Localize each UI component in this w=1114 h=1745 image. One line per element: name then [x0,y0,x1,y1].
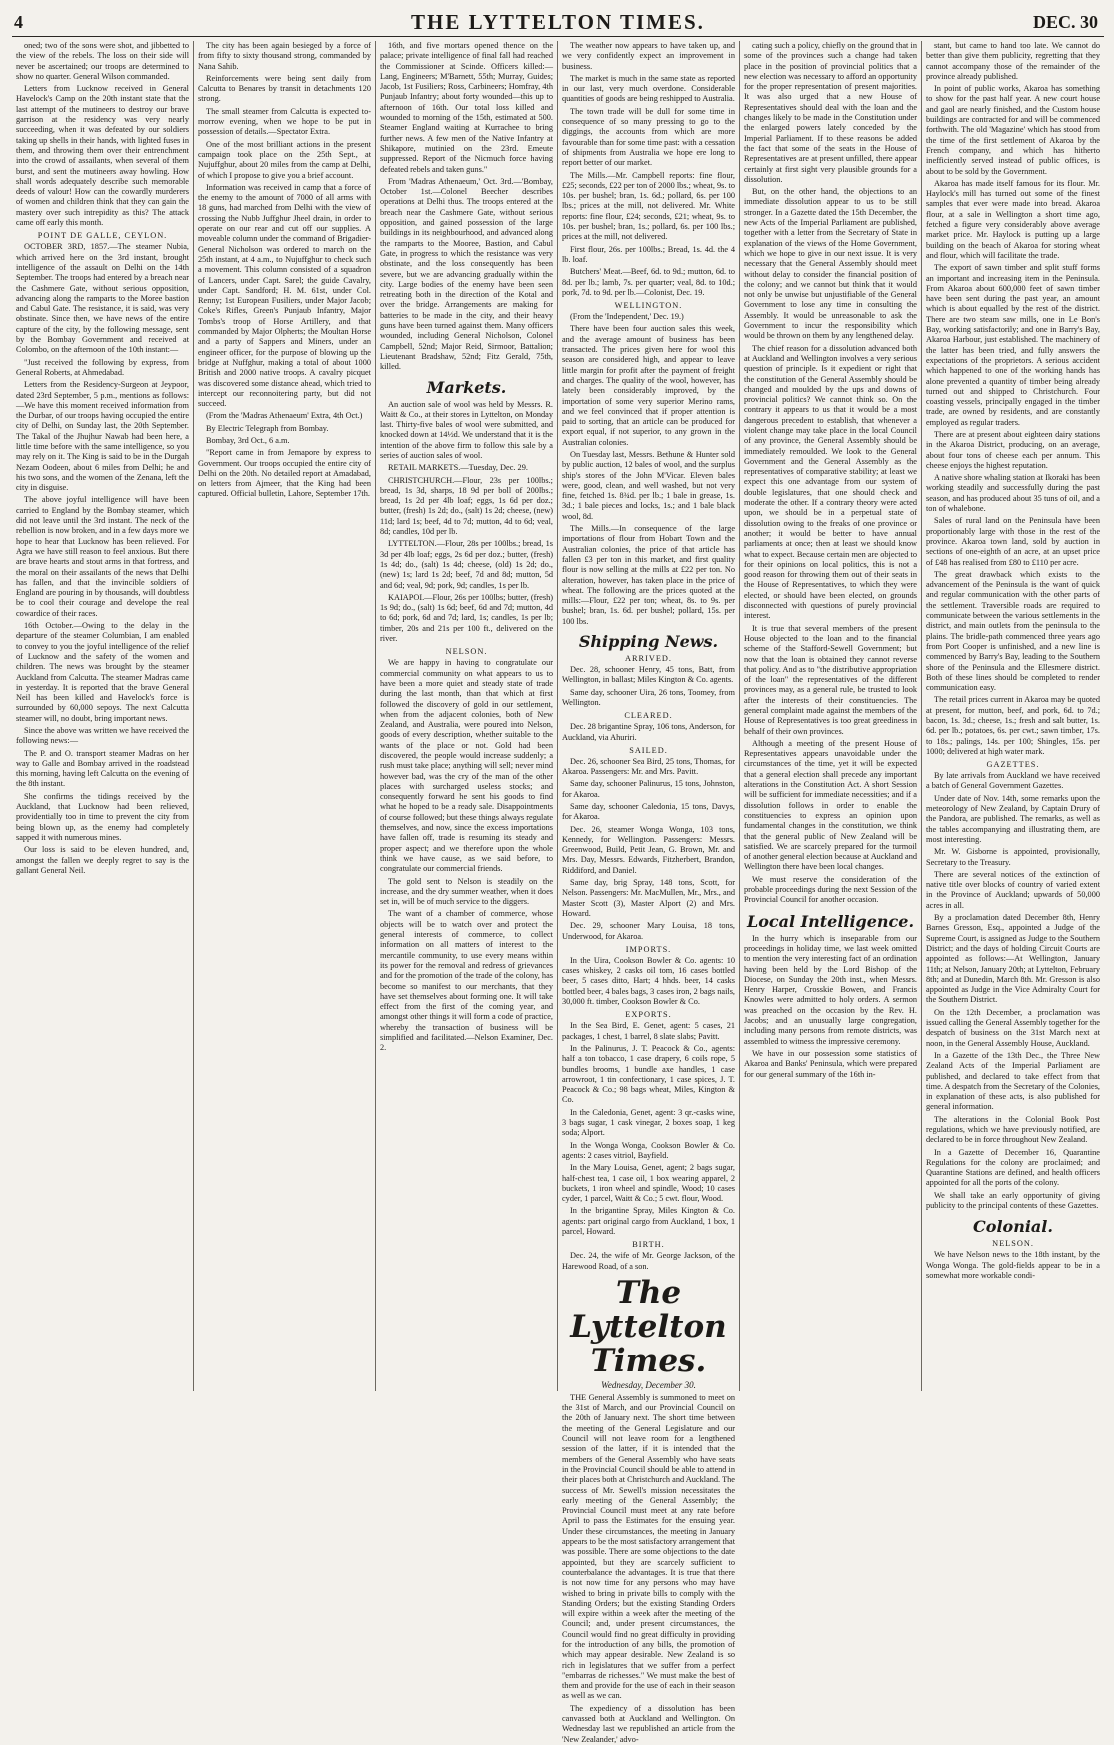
paragraph: We have in our possession some statistics of Akaroa and Banks' Peninsula, which were prepared for our general summary of the 16th in- [744,1048,917,1079]
paragraph: Although a meeting of the present House of Representatives appears unavoidable under the circumstances of the time, yet it will be expected that a general election shall precede any important alterations in the Constitution Act. A short Session will be sufficient for immediate necessities; and if a dissolution follows in order to enable the constituencies to express an opinion upon fundamental changes in the constitution, we think that the general public of New Zealand will be satisfied. We are scarcely prepared for the turmoil of another general election because at Auckland and Wellington there have been local changes. [744,738,918,872]
paragraph: Same day, schooner Palinurus, 15 tons, Johnston, for Akaroa. [562,779,735,799]
column-1 [12,41,194,1391]
paragraph: We are happy in having to congratulate our commercial community on what appears to us to have been a more quiet and steady state of trade during the last month, than that which at first followed the discovery of gold in our settlement, when from the adjacent colonies, both of New Zealand, and Australia, were poured into Nelson, goods of every description, whether suitable to the wants of the place or not. Gold had been discovered, the people would increase suddenly; a rush must take place; anything will sell; never mind however bad, was the cry of the man of the other places with surcharged useless stocks; and consequently forward he sent his goods to find what he hoped to be a ready sale. Disappointments of course followed; but these things always regulate themselves, and now, since the excess importations have fallen off, trade is resuming its steady and proper aspect; and we therefore upon the whole think we have cause, as we said before, to congratulate our commercial friends. [380,658,553,874]
paragraph: The weather now appears to have taken up, and we very confidently expect an improvement in business. [562,41,735,71]
shipping-heading: Shipping News. [578,632,719,652]
paragraph: The above joyful intelligence will have been carried to England by the Bombay steamer, which did not leave until the 3rd instant. The neck of the rebellion is now broken, and in a few days more we hope to hear that Lucknow has been relieved. For Agra we have still reason to feel anxious. But there are brave hearts and stout arms in that fortress, and the moral on their assailants of the news that Delhi has fallen, and that the invincible soldiers of England are pouring in by thousands, will doubtless be to cool their courage and develope the real cowardice of their races. [16,495,189,618]
paragraph: THE General Assembly is summoned to meet on the 31st of March, and our Provincial Council on the 20th of January next. The short time between the meeting of the General Legislature and our Council will not leave room for a lengthened session of the latter, if it is intended that the members of the General Assembly who have seats in the Provincial Council should be able to attend in their places both at Christchurch and Auckland. The success of Mr. Sewell's mission necessitates the early meeting of the General Assembly; the Provincial Council must meet at any rate before April to pass the Estimates for the ensuing year. Under these circumstances, the meeting in January appears to be the most satisfactory arrangement that was possible. There are some objections to the date appointed, but they are scarcely sufficient to counterbalance the advantages. It is true that there is not now time for any persons who may have wished to bring in private bills to comply with the Standing Orders; but the existing Standing Orders will expire within a week after the meeting of the Council; and, under present circumstances, the Council would find no great difficulty in providing for the introduction of any bills, the promotion of which may appear desirable. New Zealand is so rich in legislatures that we suffer from a perfect "embarras de richesses." We must make the best of them and provide for the use of each in their season as well as we can. [562,1392,735,1701]
paragraph: The great drawback which exists to the advancement of the Peninsula is the want of quick and regular communication with the other parts of the settlement. Traversible roads are required to communicate between the various settlements in the district, and main outlets from the peninsula to the plains. The bridle-path commenced three years ago from Port Cooper is unfinished, and a new line is commenced by Barry's Bay, leading to the Southern shore of the Peninsula and the Ellesmere district. Both of these lines should be completed to render communication easy. [926,569,1100,693]
paragraph: It is true that several members of the present House objected to the loan and to the financial scheme of the Stafford-Sewell Government; but now that the loan is obtained they cannot reverse that policy. And as to "the distributive appropriation of the loan" the representatives of the different provinces may, as a general rule, be trusted to look after the interests of their constituencies. The general complaint made against the members of the House of Representatives is too great greediness in behalf of their own provinces. [744,623,917,736]
paragraph: Same day, schooner Caledonia, 15 tons, Davys, for Akaroa. [562,802,735,822]
paragraph: Since the above was written we have received the following news:— [16,726,189,746]
paragraph: In the Sea Bird, E. Genet, agent: 5 cases, 21 packages, 1 chest, 1 barrel, 8 slate slabs; Pavitt. [562,1021,735,1041]
paragraph: Letters from Lucknow received in General Havelock's Camp on the 20th instant state that the last attempt of the mutineers to destroy our brave garrison at the residency was very nearly succeeding, when it was defeated by our soldiers taking up shells in their hands, with lighted fuses in them, and throwing them over their entrenchment into the crowd of assailants, when several of them burst, and sent the mutineers away howling. How shall words adequately describe such memorable deeds of valour! How can the cowardly murderers of women and children think that they can gain the mastery over such intrepidity as this? The attack came off early this month. [16,84,189,228]
paragraph: The P. and O. transport steamer Madras on her way to Galle and Bombay arrived in the roadstead this morning, having left Calcutta on the evening of the 8th instant. [16,748,189,789]
paragraph: 16th October.—Owing to the delay in the departure of the steamer Columbian, I am enabled to convey to you the joyful intelligence of the relief of Lucknow and the safety of the women and children. The news was brought by the steamer Auckland from Calcutta. The steamer Madras came in yesterday. It is reported that the brave General Neil has been killed and Havelock's force is surrounded by 60,000 sepoys. The next Calcutta steamer will, no doubt, bring important news. [16,621,189,723]
birth-heading: BIRTH. [632,1240,665,1250]
paragraph: Same day, schooner Uira, 26 tons, Toomey, from Wellington. [562,687,735,707]
paragraph: Information was received in camp that a force of the enemy to the amount of 7000 of all arms with 18 guns, had marched from Delhi with the view of crossing the Nubb Juffghur Jheel drain, in order to operate on our rear and cut off our supplies. A moveable column under the command of Brigadier-General Nicholson was ordered to march on the 25th instant, at 4 a.m., to Nujuffghur to check such a movement. This column consisted of a squadron of Lancers, under Capt. Sarel; the guide Cavalry, under Capt. Sandford; H. M. 61st, under Col. Renny; 1st European Fusiliers, under Major Jacob; Coke's Rifles, Green's Punjaub Infantry, Major Tombs's troop of Horse Artillery, and that commanded by Major Olpherts; the Moultan Horse and a party of Sappers and Miners, under an engineer officer, for the purpose of blowing up the bridge at Nuffghur, making a total of about 1000 British and 2000 native troops. A cavalry picquet was discovered some distance ahead, which tried to intercept our reconnoitering party, but did not succeed. [198,182,371,409]
markets-heading: Markets. [426,377,507,397]
masthead [12,8,1104,37]
paragraph: oned; two of the sons were shot, and jibbetted to the view of the rebels. The loss on their side will never be ascertained; our troops are determined to show no quarter. General Wilson commanded. [16,41,189,81]
paragraph: In a Gazette of the 13th Dec., the Three New Zealand Acts of the Imperial Parliament are published, and declared to take effect from that time. A despatch from the Secretary of the Colonies, in explanation of these acts, is also published for general information. [926,1050,1100,1112]
paragraph: By late arrivals from Auckland we have received a batch of General Government Gazettes. [926,771,1100,791]
shipping-subheading: IMPORTS. [625,944,672,954]
paragraph: Dec. 28, schooner Henry, 45 tons, Batt, from Wellington, in ballast; Miles Kington & Co. agents. [562,665,735,685]
editorial-date: Wednesday, December 30. [601,1379,696,1390]
paragraph: "Just received the following by express, from General Roberts, at Ahmedabad. [16,357,189,377]
paragraph: The city has been again besieged by a force of from fifty to sixty thousand strong, commanded by Nana Sahib. [198,41,371,71]
paragraph: In the Mary Louisa, Genet, agent; 2 bags sugar, half-chest tea, 1 case oil, 1 box wearing apparel, 2 buckets, 1 iron wheel and spindle, Wood; 10 cases cyder, 1 parcel, Waitt & Co.; 5 cwt. flour, Wood. [562,1163,735,1204]
birth-notice: Dec. 24, the wife of Mr. George Jackson, of the Harewood Road, of a son. [562,1251,735,1271]
paragraph: RETAIL MARKETS.—Tuesday, Dec. 29. [388,463,528,473]
paragraph: The gold sent to Nelson is steadily on the increase, and the dry summer weather, when it does set in, will be of much service to the diggers. [380,876,553,907]
column-5 [740,41,922,1391]
paragraph: stant, but came to hand too late. We cannot do better than give them publicity, regretting that they cannot accompany those of the remainder of the province already published. [926,41,1100,81]
shipping-subheading: ARRIVED. [625,654,672,664]
nelson-news-heading: NELSON. [992,1239,1034,1249]
shipping-subheading: SAILED. [629,745,668,755]
paragraph: Dec. 28 brigantine Spray, 106 tons, Anderson, for Auckland, via Ahuriri. [562,722,735,742]
paragraph: The export of sawn timber and split stuff forms an important and increasing item in the Peninsula. From Akaroa about 600,000 feet of sawn timber have been sent during the past year, an amount which is about equalled by the rest of the district. There are two steam saw mills, one in Le Bon's Bay, working satisfactorily; and one in Barry's Bay, Akaroa Harbour, just established. The machinery of the latter has been tried, and fully answers the expectations of the proprietors. A serious accident which happened to one of the working hands has alone prevented a quantity of timber being already turned out and shipped to Christchurch. Four coasting vessels, principally engaged in the timber trade, are owned by residents, and are constantly employed as regular traders. [926,263,1100,427]
paragraph: Dec. 29, schooner Mary Louisa, 18 tons, Underwood, for Akaroa. [562,921,735,941]
page-number: 4 [14,12,23,32]
gazettes-heading: GAZETTES. [986,760,1040,770]
paragraph: On the 12th December, a proclamation was issued calling the General Assembly together for the despatch of business on the 31st March next at noon, in the General Assembly House, Auckland. [926,1007,1100,1048]
newspaper-title: THE LYTTELTON TIMES. [411,10,705,34]
paragraph: The retail prices current in Akaroa may be quoted at present, for mutton, beef, and pork, 6d. to 7d.; bacon, 1s. 3d.; cheese, 1s.; fresh and salt butter, 1s. 6d. per lb.; potatoes, 6s. per cwt.; sawn timber, 17s. to 18s.; palings, 14s. per 100; Shingles, 15s. per 1000; delivered at high water mark. [926,695,1100,756]
paragraph: Dec. 26, schooner Sea Bird, 25 tons, Thomas, for Akaroa. Passengers: Mr. and Mrs. Pavitt. [562,756,735,777]
paragraph: The Mills.—Mr. Campbell reports: fine flour, £25; seconds, £22 per ton of 2000 lbs.; wheat, 9s. to 10s. per bushel; bran, 1s. 6d.; pollard, 6s. per 100 lbs.; prices at the mill, not delivered. Mr. White reports: fine flour, £24; seconds, £21; wheat, 9s. to 10s. per bushel; bran, 1s.; pollard, 6s. per 100 lbs.; prices at the mill, not delivered. [562,170,735,242]
paragraph: From 'Madras Athenaeum,' Oct. 3rd.—'Bombay, October 1st.—Colonel Beecher describes operations at Delhi thus. The troops entered at the breach near the Cashmere Gate, without serious opposition, and gained possession of the large buildings in its neighbourhood, and advanced along the ramparts to the Mooree, Bastion, and Cabul Gate, in progress to which the resistance was very obstinate, and the loss consequently has been severe, but we are advancing gradually within the city. Large bodies of the enemy have been seen retreating both in the direction of the Kotal and over the bridge. Arrangements are making for batteries to be made in the city, and their heavy guns have been turned against them. Many officers wounded, including General Nicholson, Colonel Campbell, 52nd; Major Reid, Sirmoor, Battalion; Lieutenant Bradshaw, 52nd; Fitz Gerald, 75th, killed. [380,176,553,372]
paragraph: A native shore whaling station at Ikoraki has been working steadily and successfully during the past season, and has produced about 35 tuns of oil, and a ton of whalebone. [926,473,1100,514]
paragraph: In a Gazette of December 16, Quarantine Regulations for the colony are proclaimed; and Quarantine Stations are defined, and health officers appointed for all the ports of the colony. [926,1147,1100,1188]
paragraph: Bombay, 3rd Oct., 6 a.m. [206,435,290,445]
paragraph: There are at present about eighteen dairy stations in the Akaroa District, producing, on an average, about four tons of cheese each per annum. This cheese enjoys the highest reputation. [926,429,1100,470]
paragraph: An auction sale of wool was held by Messrs. R. Waitt & Co., at their stores in Lyttelton, on Monday last. Thirty-five bales of wool were submitted, and knocked down at 14½d. We understand that it is the intention of the above firm to follow this sale by a series of auction sales of wool. [380,399,553,460]
paragraph: "Report came in from Jemapore by express to Government. Our troops occupied the entire city of Delhi on the 20th. No detailed report at Amadabad, on letters from Ajmeer, that the King had been captured. Official bulletin, Lahore, September 17th. [198,448,371,499]
paragraph: The expediency of a dissolution has been canvassed both at Auckland and Wellington. On Wednesday last we republished an article from the 'New Zealander,' advo- [562,1703,735,1744]
paragraph: Akaroa has made itself famous for its flour. Mr. Haylock's mill has turned out some of the finest samples that ever were made into bread. Akaroa flour, at a sale in Wellington a short time ago, fetched a figure very considerably above average market price. Mr. Haylock is putting up a large building on the beach of Akaroa for storing wheat and flour, which will facilitate the trade. [926,178,1100,260]
paragraph: Our loss is said to be eleven hundred, and, amongst the fallen we deeply regret to say is the gallant General Neil. [16,845,189,875]
paragraph: In the hurry which is inseparable from our proceedings in holiday time, we last week omitted to mention the very interesting fact of an ordination having been held by the Lord Bishop of the Diocese, on Sunday the 20th inst., when Messrs. Henry Harper, Crosskie Bowen, and Francis Knowles were admitted to holy orders. A sermon was preached on the occasion by the Rev. H. Jacobs; and an unusually large congregation, including many persons from remote districts, was assembled to witness the impressive ceremony. [744,933,917,1046]
paragraph: On Tuesday last, Messrs. Bethune & Hunter sold by public auction, 12 bales of wool, and the surplus ship's stores of the John M'Vicar. Eleven bales were, good, clean, and well washed, but not very fine, fetched 1s. 8¾d. per lb.; 1 bale in grease, 1s. 3d.; 1 bale pieces and locks, 1s.; and 1 bale black wool, 8d. [562,449,735,521]
paragraph: The chief reason for a dissolution advanced both at Auckland and Wellington involves a very serious question of principle. Is it expedient or right that the constitution of the General Assembly should be changed and moulded by the ups and downs of provincial politics? We cannot think so. On the contrary it appears to us that it would be a most dangerous precedent to establish, that whenever a violent change may take place in the local Council of any province, the General Assembly should be immediately remoulded. We look to the General Government and the General Assembly as the representatives of comparative stability; at least we expect this one advantage from our system of double legislatures, that one should check and moderate the other. If a contrary theory were acted upon, we should be in a perpetual state of dissolution owing to the freaks of one province or another; it would be better to have annual parliaments at once; then at least we should know what to expect. Because certain men are objected to for their opinions on local politics, this is not a good reason for throwing them out of their seats in the House of Representatives, to which they were elected, or should have been elected, on grounds disconnected with questions of purely provincial interest. [744,343,917,621]
paragraph: By a proclamation dated December 8th, Henry Barnes Gresson, Esq., appointed a Judge of the Supreme Court, is assigned as Judge to the Southern District; and the days of holding Circuit Courts are appointed as follows:—At Wellington, January 11th; at Nelson, January 20th; at Lyttelton, February 8th; and at Dunedin, March 8th. Mr. Gresson is also appointed as Judge in the Vice Admiralty Court for the Southern District. [926,913,1100,1005]
paragraph: 16th, and five mortars opened thence on the palace; private intelligence of final fall had reached the Commissioner at Scinde. Officers killed:—Lang, Engineers; M'Barnett, 55th; Murray, Guides; Jacob, 1st Fusiliers; Ross, Carbineers; Homfray, 4th Punjaub Infantry; about forty wounded—this up to afternoon of 16th. Our total loss killed and wounded to morning of the 15th, estimated at 500. Steamer England waiting at Kurrachee to bring further news. A few men of the Native Infantry at Shikapore, mutinied on the 23rd. Emeute suppressed. Report of the Nicmuch force having defeated rebels and taken guns." [380,41,553,174]
paragraph: The alterations in the Colonial Book Post regulations, which we have previously notified, are declared to be in force throughout New Zealand. [926,1114,1100,1145]
paragraph: In the brigantine Spray, Miles Kington & Co. agents: part original cargo from Auckland, 1 box, 1 parcel, Howard. [562,1206,735,1236]
paragraph: The town trade will be dull for some time in consequence of so many pressing to go to the diggings, the accounts from which are more favourable than for some time past: with a cessation of shipments from Australia we hope ere long to report better of our market. [562,106,735,168]
paragraph: CHRISTCHURCH.—Flour, 23s per 100lbs.; bread, 1s 3d, sharps, 18 9d per boll of 200lbs.; bread, 1s 2d per 4lb loaf; eggs, 1s 6d per doz.; butter, (fresh) 1s 2d; do., (salt) 1s 2d; cheese, (new) 11d; lard 1s; beef, 4d to 7d; mutton, 4d to 6d; veal, 8d; candles, 10d per lb. [380,475,553,537]
column-6 [922,41,1104,1391]
column-3 [376,41,558,1391]
section-heading: POINT DE GALLE, CEYLON. [37,231,168,241]
paragraph: We must reserve the consideration of the probable proceedings during the next Session of the Provincial Council for another occasion. [744,874,917,905]
column-2 [194,41,376,1391]
paragraph: OCTOBER 3RD, 1857.—The steamer Nubia, which arrived here on the 3rd instant, brought intelligence of the assault on Delhi on the 14th September. The troops had entered by a breach near the Cashmere Gate, without serious opposition, advancing along the ramparts to the Moree bastion and Cabul Gate. The resistance, it is said, was very obstinate. Since then, we have news of the entire capture of the city, by the following message, sent by the Bombay Government and received at Colombo, on the afternoon of the 10th instant:— [16,242,189,355]
paragraph: Under date of Nov. 14th, some remarks upon the meteorology of New Zealand, by Captain Drury of the Pandora, are published. The remarks, as well as the tables accompanying and illustrating them, are most interesting. [926,793,1100,844]
paragraph: We shall take an early opportunity of giving publicity to the principal contents of these Gazettes. [926,1190,1100,1211]
paragraph: There are several notices of the extinction of native title over blocks of country of varied extent in the Province of Auckland; upwards of 50,000 acres in all. [926,869,1100,910]
paragraph: By Electric Telegraph from Bombay. [206,423,329,433]
paragraph: We have Nelson news to the 18th instant, by the Wonga Wonga. The gold-fields appear to be in a somewhat more workable condi- [926,1250,1100,1280]
paragraph: Letters from the Residency-Surgeon at Jeypoor, dated 23rd September, 5 p.m., mentions as follows:—We have this moment received information from the Durbar, of our troops having occupied the entire city of Delhi, on Sunday last, the 20th September. The Takal of the Jhujhur Nawab had been here, a little time before with the same intelligence, so you may rely on it. The King is said to be in the Durgah Nezam Oodeen, about 6 miles from Delhi; he and his two sons, and the women of the Zenana, left the city in disguise. [16,380,189,493]
paragraph: Sales of rural land on the Peninsula have been proportionably large with those in the rest of the province. Akaroa town land, sold by auction in sections of one-eighth of an acre, at an upset price of £48 has realised from £80 to £110 per acre. [926,516,1100,567]
paragraph: In the Wonga Wonga, Cookson Bowler & Co. agents: 2 cases vitriol, Bayfield. [562,1140,735,1160]
issue-date: DEC. 30 [1032,12,1098,32]
shipping-subheading: CLEARED. [624,711,673,721]
paragraph: The small steamer from Calcutta is expected to-morrow evening, when we hope to be put in possession of details.—Spectator Extra. [198,106,371,137]
local-intelligence-heading: Local Intelligence. [746,911,915,931]
paragraph: KAIAPOI.—Flour, 26s per 100lbs; butter, (fresh) 1s 9d; do., (salt) 1s 6d; beef, 6d and 7d; mutton, 4d to 6d; pork, 6d and 7d; lard, 1s; candles, 1s per lb; timber, 20s and 21s per 100 ft., delivered on the river. [380,592,553,644]
paragraph: In the Uira, Cookson Bowler & Co. agents: 10 cases whiskey, 2 casks oil tom, 16 cases bottled beer, 5 cases ditto, Hart; 4 hhds. beer, 14 casks bottled beer, 4 bales bags, 3 cases iron, 2 bags nails, 30,000 ft. timber, Cookson Bowler & Co. [562,955,735,1007]
paragraph: Butchers' Meat.—Beef, 6d. to 9d.; mutton, 6d. to 8d. per lb.; lamb, 7s. per quarter; veal, 8d. to 10d.; pork, 7d. to 9d. per lb.—Colonist, Dec. 19. [562,267,735,297]
paragraph: Mr. W. Gisborne is appointed, provisionally, Secretary to the Treasury. [926,847,1100,867]
paragraph: In point of public works, Akaroa has something to show for the past half year. A new court house and gaol are nearly finished, and the Custom house buildings are contracted for and will be commenced forthwith. The old 'Magazine' which has stood from the time of the first settlement of Akaroa by the French company, and which has hitherto inefficiently served instead of public offices, is about to be sold by the Government. [926,84,1100,176]
paragraph: First flour, 26s. per 100lbs.; Bread, 1s. 4d. the 4 lb. loaf. [562,244,735,264]
paragraph: cating such a policy, chiefly on the ground that in some of the provinces such a change had taken place in the position of provincial politics that a new election was necessary to afford an opportunity for the proper representation of present majorities. It was also urged that a new House of Representatives should deal with the loan and the changes likely to be made in the Constitution under the enlarged powers lately conceded by the Imperial Parliament. If to these reasons be added the fact that some of the seats in the House of Representatives are at present unfilled, there appear certainly at first sight very plausible grounds for a dissolution. [744,41,917,184]
shipping-subheading: EXPORTS. [625,1010,672,1020]
paragraph: Same day, brig Spray, 148 tons, Scott, for Nelson. Passengers: Mr. MacMullen, Mr., Mrs., and Master Scott (3), Master Alport (2) and Mrs. Howard. [562,878,735,918]
paragraph: But, on the other hand, the objections to an immediate dissolution appear to us to be still stronger. In a Gazette dated the 15th December, the new Acts of the Imperial Parliament are published, together with a letter from the Secretary of State in explanation of the views of the Home Government, which we hope to give in our next issue. It is very necessary that the General Assembly should meet without delay to consider the financial position of the colony; and we cannot but think that it would not only be unwise but unjustifiable of the General Government to lose any time in consulting the Assembly. It would be unreasonable to ask the Government to incur the responsibility which would be thrown on them by any lengthened delay. [744,187,917,341]
column-container [12,41,1104,1744]
paragraph: (From the 'Madras Athenaeum' Extra, 4th Oct.) [206,411,363,421]
colonial-heading: Colonial. [973,1217,1053,1237]
paragraph: The want of a chamber of commerce, whose objects will be to watch over and protect the general interests of commerce, to collect information on all matters of interest to the mercantile community, to use every means within its power for the removal and redress of grievances and for the promotion of the trade of the colony, has become so manifest to our merchants, that they have set themselves about forming one. It will take effect from the first of the coming year, and amongst other things it will form a code of practice, whereby the transaction of business will be simplified and facilitated.—Nelson Examiner, Dec. 2. [380,909,553,1053]
paragraph: Dec. 26, steamer Wonga Wonga, 103 tons, Kennedy, for Wellington. Passengers: Messrs. Greenwood, Build, Petit Jean, G. Brown, Mr. and Mrs. Day, Messrs. Edwards, Fitzherbert, Brandon, Riddiford, and Daniel. [562,824,735,875]
wellington-heading: WELLINGTON. [614,301,683,311]
paragraph: In the Palinurus, J. T. Peacock & Co., agents: half a ton tobacco, 1 case drapery, 6 coils rope, 5 bundles brooms, 1 bundle axe handles, 1 case arrowroot, 1 tin confectionary, 1 case spices, J. T. Peacock & Co.; 98 bags wheat, Miles, Kington & Co. [562,1043,735,1105]
paragraph: She confirms the tidings received by the Auckland, that Lucknow had been relieved, providentially too in time to prevent the city from being blown up, as the enemy had completely sapped it with numerous mines. [16,791,189,842]
paragraph: Reinforcements were being sent daily from Calcutta to Benares by transit in detachments 120 strong. [198,73,371,104]
paragraph: LYTTELTON.—Flour, 28s per 100lbs.; bread, 1s 3d per 4lb loaf; eggs, 2s 6d per doz.; butter, (fresh) 1s 4d; do., (salt) 1s 4d; cheese, (old) 1s 2d; do., (new) 1s; lard 1s 2d; beef, 7d and 8d; mutton, 5d and 6d; veal, 9d; pork, 9d; candles, 1s per lb. [380,539,553,590]
paragraph: The market is much in the same state as reported in our last, very much overdone. Considerable quantities of goods are being reshipped to Australia. [562,73,735,104]
editorial-flag: The Lyttelton Times. [570,1274,727,1379]
paragraph: (From the 'Independent,' Dec. 19.) [570,312,684,322]
paragraph: There have been four auction sales this week, and the average amount of business has been transacted. The prices given here for wool this season are considered high, and appear to leave little margin for profit after the payment of freight and charges. The quality of the wool, however, has lately been considerably improved, by the importation of some very superior Merino rams, and we feel convinced that if proper attention is paid to sorting, that an article can be produced for export equal, if not superior, to any grown in the Australian colonies. [562,324,735,447]
column-4 [558,41,740,1744]
paragraph: In the Caledonia, Genet, agent: 3 qr.-casks wine, 3 bags sugar, 1 cask vinegar, 2 boxes soap, 1 keg soda; Alport. [562,1107,735,1138]
nelson-heading: NELSON. [445,647,488,657]
paragraph: The Mills.—In consequence of the large importations of flour from Hobart Town and the Australian colonies, the price of that article has fallen £3 per ton in this market, and first quality flour is now selling at the mills at £22 per ton. No alteration, however, has taken place in the price of wheat. The following are the prices quoted at the mills:—Flour, £22 per ton; wheat, 8s. to 9s. per bushel; bran, 1s. 6d. per bushel; pollard, 15s. per 100 lbs. [562,524,735,626]
paragraph: One of the most brilliant actions in the present campaign took place on the 25th Sept., at Nujuffghur, about 20 miles from the camp at Delhi, of which I propose to give you a brief account. [198,139,371,180]
